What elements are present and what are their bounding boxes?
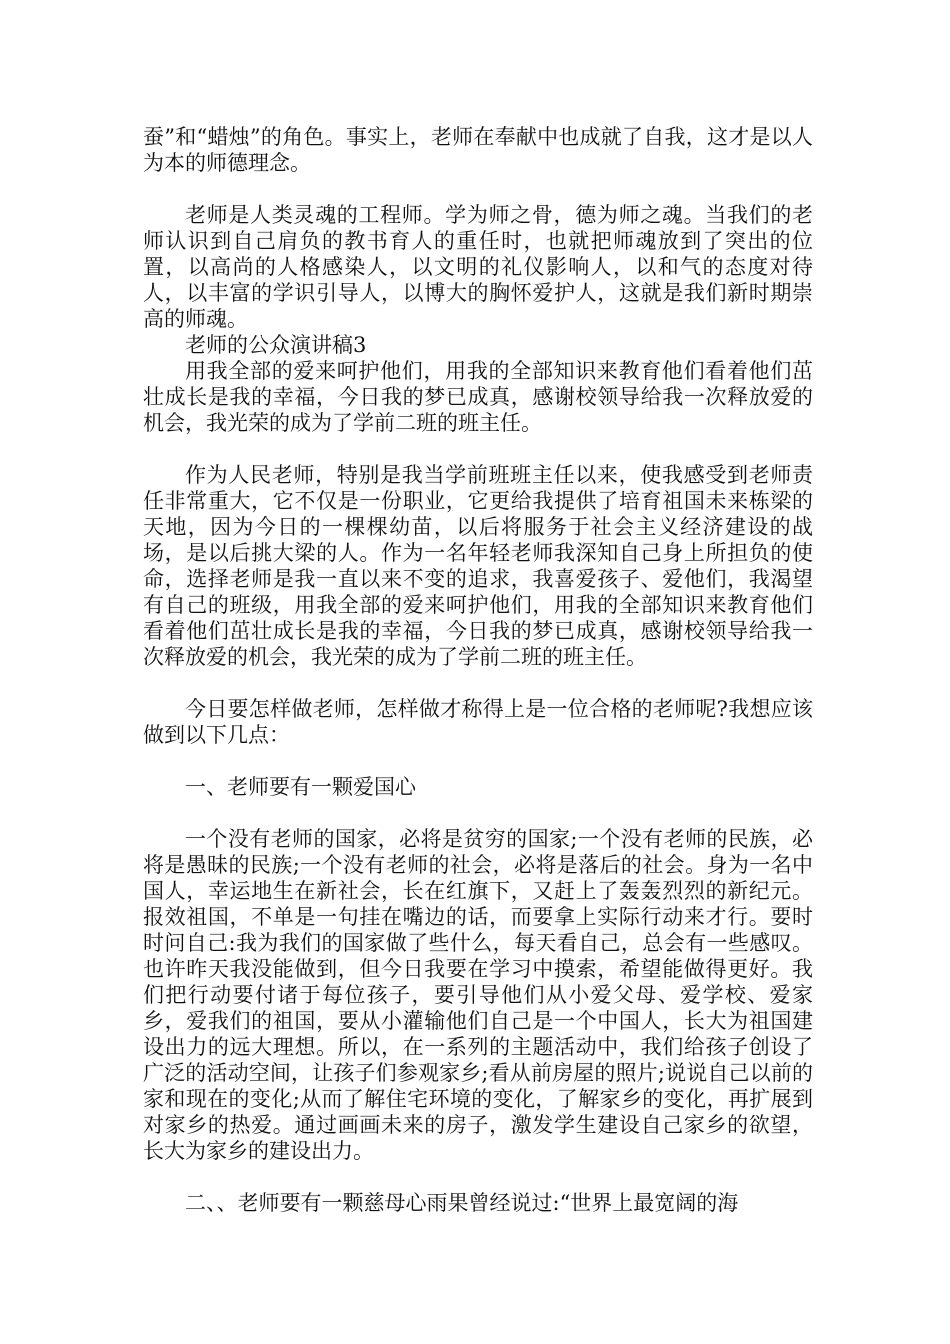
paragraph-spacer (143, 176, 813, 202)
paragraph: 老师是人类灵魂的工程师。学为师之骨，德为师之魂。当我们的老师认识到自己肩负的教书育人的重任时，也就把师魂放到了突出的位置，以高尚的人格感染人，以文明的礼仪影响人，以和气的态度对待人，以丰富的学识引导人，以博大的胸怀爱护人，这就是我们新时期崇高的师魂。 (143, 203, 813, 331)
paragraph-spacer (143, 436, 813, 462)
paragraph: 作为人民老师，特别是我当学前班班主任以来，使我感受到老师责任非常重大，它不仅是一份职业，它更给我提供了培育祖国未来栋梁的天地，因为今日的一棵棵幼苗，以后将服务于社会主义经济建设的战场，是以后挑大梁的人。作为一名年轻老师我深知自己身上所担负的使命，选择老师是我一直以来不变的追求，我喜爱孩子、爱他们，我渴望有自己的班级，用我全部的爱来呵护他们，用我的全部知识来教育他们看着他们茁壮成长是我的幸福，今日我的梦已成真，感谢校领导给我一次释放爱的机会，我光荣的成为了学前二班的班主任。 (143, 463, 813, 669)
document-body (143, 124, 813, 1216)
section-heading: 老师的公众演讲稿3 (185, 333, 367, 357)
paragraph: 蚕”和“蜡烛”的角色。事实上，老师在奉献中也成就了自我，这才是以人为本的师德理念。 (143, 125, 813, 175)
paragraph-spacer (143, 748, 813, 774)
paragraph: 一个没有老师的国家，必将是贫穷的国家;一个没有老师的民族，必将是愚昧的民族;一个没有老师的社会，必将是落后的社会。身为一名中国人，幸运地生在新社会，长在红旗下，又赶上了轰轰烈烈的新纪元。报效祖国，不单是一句挂在嘴边的话，而要拿上实际行动来才行。要时时问自己:我为我们的国家做了些什么，每天看自己，总会有一些感叹。也许昨天我没能做到，但今日我要在学习中摸索，希望能做得更好。我们把行动要付诸于每位孩子，要引导他们从小爱父母、爱学校、爱家乡，爱我们的祖国，要从小灌输他们自己是一个中国人，长大为祖国建设出力的远大理想。所以，在一系列的主题活动中，我们给孩子创设了广泛的活动空间，让孩子们参观家乡;看从前房屋的照片;说说自己以前的家和现在的变化;从而了解住宅环境的变化，了解家乡的变化，再扩展到对家乡的热爱。通过画画未来的房子，激发学生建设自己家乡的欲望，长大为家乡的建设出力。 (143, 827, 813, 1163)
paragraph: 二、、老师要有一颗慈母心雨果曾经说过:“世界上最宽阔的海 (185, 1191, 739, 1215)
paragraph: 今日要怎样做老师，怎样做才称得上是一位合格的老师呢?我想应该做到以下几点： (143, 697, 813, 747)
paragraph-spacer (143, 800, 813, 826)
paragraph-spacer (143, 670, 813, 696)
subheading: 一、老师要有一颗爱国心 (185, 775, 416, 799)
paragraph-spacer (143, 1164, 813, 1190)
paragraph: 用我全部的爱来呵护他们，用我的全部知识来教育他们看着他们茁壮成长是我的幸福，今日我的梦已成真，感谢校领导给我一次释放爱的机会，我光荣的成为了学前二班的班主任。 (143, 359, 813, 435)
